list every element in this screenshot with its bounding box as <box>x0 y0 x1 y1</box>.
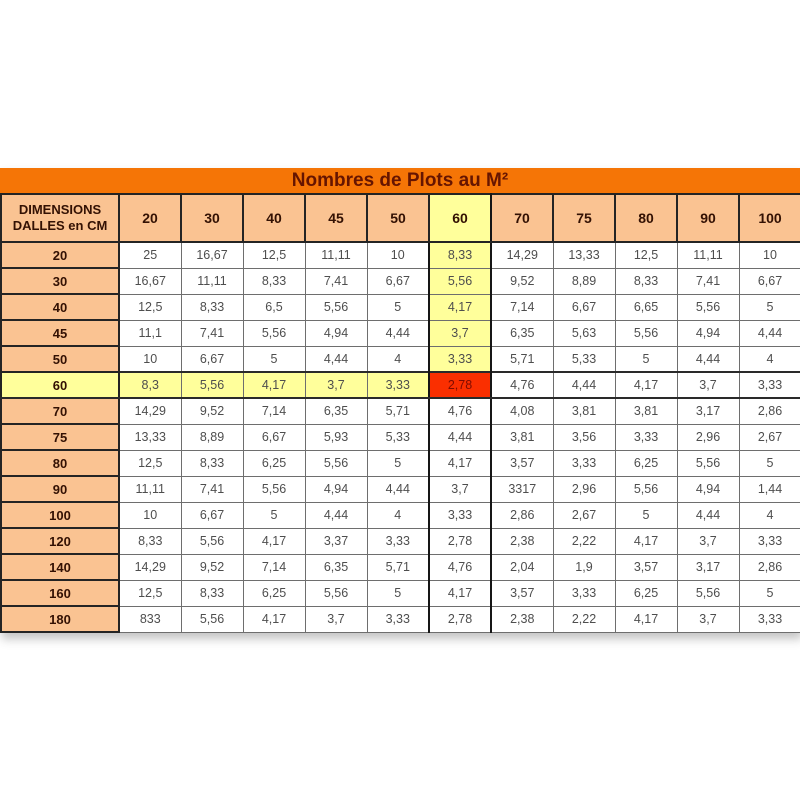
table-cell: 13,33 <box>553 242 615 268</box>
table-cell: 2,22 <box>553 528 615 554</box>
table-cell: 4 <box>739 502 800 528</box>
plots-table <box>0 193 800 633</box>
table-cell: 6,5 <box>243 294 305 320</box>
table-cell: 4,17 <box>615 606 677 632</box>
table-cell: 2,78 <box>429 528 491 554</box>
table-cell: 4,17 <box>615 372 677 398</box>
table-cell: 4,94 <box>305 476 367 502</box>
table-cell: 4,17 <box>243 372 305 398</box>
table-cell: 3,7 <box>429 476 491 502</box>
table-row <box>1 242 800 268</box>
table-cell: 3,33 <box>739 606 800 632</box>
row-header: 80 <box>1 450 119 476</box>
table-cell: 1,9 <box>553 554 615 580</box>
table-cell: 2,86 <box>491 502 553 528</box>
table-cell: 5,56 <box>429 268 491 294</box>
table-cell: 6,25 <box>243 580 305 606</box>
table-cell: 5,56 <box>305 580 367 606</box>
table-row <box>1 528 800 554</box>
table-cell: 5,56 <box>243 320 305 346</box>
table-cell: 2,96 <box>677 424 739 450</box>
table-cell: 11,1 <box>119 320 181 346</box>
table-cell: 9,52 <box>181 398 243 424</box>
table-row <box>1 502 800 528</box>
table-cell: 6,35 <box>491 320 553 346</box>
table-cell: 5 <box>243 502 305 528</box>
table-cell: 2,96 <box>553 476 615 502</box>
table-cell: 3,81 <box>553 398 615 424</box>
table-cell: 4,76 <box>429 554 491 580</box>
table-title: Nombres de Plots au M² <box>0 168 800 193</box>
table-cell: 3,33 <box>367 528 429 554</box>
table-cell: 2,67 <box>739 424 800 450</box>
row-header: 160 <box>1 580 119 606</box>
table-row <box>1 606 800 632</box>
table-row <box>1 554 800 580</box>
table-cell: 8,89 <box>181 424 243 450</box>
table-cell: 3,7 <box>677 528 739 554</box>
table-cell: 3,33 <box>615 424 677 450</box>
table-cell: 5,56 <box>181 606 243 632</box>
table-cell: 3,7 <box>429 320 491 346</box>
table-cell: 3,81 <box>615 398 677 424</box>
table-cell: 9,52 <box>491 268 553 294</box>
table-cell: 13,33 <box>119 424 181 450</box>
table-cell: 5 <box>367 294 429 320</box>
table-cell: 8,33 <box>181 450 243 476</box>
table-cell: 3,81 <box>491 424 553 450</box>
table-cell: 3,33 <box>429 346 491 372</box>
table-cell: 5,93 <box>305 424 367 450</box>
table-cell: 4,44 <box>553 372 615 398</box>
row-header: 180 <box>1 606 119 632</box>
table-cell: 5,56 <box>615 476 677 502</box>
table-cell: 1,44 <box>739 476 800 502</box>
table-cell: 3,33 <box>553 450 615 476</box>
column-header: 80 <box>615 194 677 242</box>
table-cell: 4,08 <box>491 398 553 424</box>
table-cell: 833 <box>119 606 181 632</box>
column-header: 75 <box>553 194 615 242</box>
table-cell: 11,11 <box>305 242 367 268</box>
table-cell: 4,17 <box>615 528 677 554</box>
table-cell: 3,37 <box>305 528 367 554</box>
table-cell: 5,56 <box>305 294 367 320</box>
table-cell: 5,71 <box>367 554 429 580</box>
table-cell: 5 <box>367 580 429 606</box>
table-cell: 4,94 <box>677 320 739 346</box>
table-cell: 5 <box>615 502 677 528</box>
table-cell: 3,56 <box>553 424 615 450</box>
table-cell: 5,56 <box>243 476 305 502</box>
table-cell: 4,76 <box>491 372 553 398</box>
table-cell: 4 <box>367 502 429 528</box>
table-cell: 5,71 <box>367 398 429 424</box>
column-header: 90 <box>677 194 739 242</box>
table-row <box>1 268 800 294</box>
table-cell: 8,3 <box>119 372 181 398</box>
table-cell: 10 <box>119 346 181 372</box>
table-cell: 6,67 <box>553 294 615 320</box>
table-cell: 3,33 <box>739 372 800 398</box>
table-cell: 4,44 <box>429 424 491 450</box>
table-row <box>1 294 800 320</box>
table-cell: 7,41 <box>181 320 243 346</box>
table-cell: 4 <box>739 346 800 372</box>
table-cell: 7,14 <box>243 398 305 424</box>
table-cell: 3,7 <box>677 372 739 398</box>
table-cell: 5 <box>367 450 429 476</box>
table-row <box>1 346 800 372</box>
table-cell: 4,17 <box>243 606 305 632</box>
row-header: 20 <box>1 242 119 268</box>
table-cell: 3,7 <box>677 606 739 632</box>
table-cell: 2,67 <box>553 502 615 528</box>
table-cell: 5 <box>739 450 800 476</box>
row-header: 45 <box>1 320 119 346</box>
column-header: 70 <box>491 194 553 242</box>
table-row <box>1 320 800 346</box>
table-cell: 5 <box>243 346 305 372</box>
table-cell: 6,67 <box>181 346 243 372</box>
table-cell: 5,56 <box>305 450 367 476</box>
table-cell: 6,25 <box>615 580 677 606</box>
table-cell: 25 <box>119 242 181 268</box>
table-cell: 4,17 <box>429 294 491 320</box>
table-cell: 8,33 <box>181 294 243 320</box>
table-cell: 5,56 <box>677 580 739 606</box>
table-cell: 3,33 <box>367 372 429 398</box>
table-cell: 6,25 <box>615 450 677 476</box>
table-cell: 11,11 <box>119 476 181 502</box>
column-header: 60 <box>429 194 491 242</box>
table-cell: 3,33 <box>553 580 615 606</box>
corner-header: DIMENSIONS DALLES en CM <box>1 194 119 242</box>
table-cell: 3317 <box>491 476 553 502</box>
table-row <box>1 450 800 476</box>
table-cell: 3,17 <box>677 398 739 424</box>
table-cell: 9,52 <box>181 554 243 580</box>
table-cell: 2,86 <box>739 398 800 424</box>
table-cell: 4,17 <box>429 580 491 606</box>
column-header: 20 <box>119 194 181 242</box>
table-cell: 5,56 <box>677 294 739 320</box>
table-cell: 5,33 <box>367 424 429 450</box>
table-cell: 7,41 <box>305 268 367 294</box>
header-row <box>1 194 800 242</box>
table-cell: 2,86 <box>739 554 800 580</box>
table-cell: 12,5 <box>119 580 181 606</box>
column-header: 40 <box>243 194 305 242</box>
table-cell: 6,67 <box>739 268 800 294</box>
table-cell: 10 <box>367 242 429 268</box>
table-cell: 5,71 <box>491 346 553 372</box>
table-cell: 4,44 <box>305 502 367 528</box>
column-header: 100 <box>739 194 800 242</box>
table-cell: 14,29 <box>491 242 553 268</box>
table-cell: 6,67 <box>243 424 305 450</box>
table-cell: 2,38 <box>491 606 553 632</box>
row-header: 70 <box>1 398 119 424</box>
table-row <box>1 476 800 502</box>
table-cell: 4,94 <box>305 320 367 346</box>
table-cell: 6,67 <box>181 502 243 528</box>
table-cell: 4,44 <box>677 502 739 528</box>
table-cell: 4,44 <box>367 320 429 346</box>
table-cell: 12,5 <box>119 450 181 476</box>
table-cell: 10 <box>739 242 800 268</box>
table-cell: 8,33 <box>181 580 243 606</box>
table-cell: 14,29 <box>119 554 181 580</box>
row-header: 140 <box>1 554 119 580</box>
table-cell: 2,78 <box>429 606 491 632</box>
table-cell: 2,22 <box>553 606 615 632</box>
column-header: 30 <box>181 194 243 242</box>
table-cell: 2,78 <box>429 372 491 398</box>
table-cell: 8,33 <box>615 268 677 294</box>
row-header: 30 <box>1 268 119 294</box>
table-cell: 8,89 <box>553 268 615 294</box>
table-cell: 14,29 <box>119 398 181 424</box>
table-cell: 12,5 <box>243 242 305 268</box>
table-cell: 5 <box>615 346 677 372</box>
table-cell: 5 <box>739 294 800 320</box>
row-header: 100 <box>1 502 119 528</box>
table-cell: 5,63 <box>553 320 615 346</box>
table-cell: 5,33 <box>553 346 615 372</box>
table-cell: 2,04 <box>491 554 553 580</box>
table-cell: 12,5 <box>615 242 677 268</box>
table-cell: 11,11 <box>677 242 739 268</box>
table-cell: 3,57 <box>491 580 553 606</box>
table-cell: 16,67 <box>181 242 243 268</box>
row-header: 75 <box>1 424 119 450</box>
table-cell: 3,33 <box>367 606 429 632</box>
table-cell: 4,44 <box>367 476 429 502</box>
table-cell: 3,7 <box>305 372 367 398</box>
table-row <box>1 372 800 398</box>
table-cell: 3,7 <box>305 606 367 632</box>
row-header: 50 <box>1 346 119 372</box>
table-row <box>1 424 800 450</box>
column-header: 45 <box>305 194 367 242</box>
table-cell: 12,5 <box>119 294 181 320</box>
table-cell: 7,41 <box>677 268 739 294</box>
table-cell: 4,17 <box>429 450 491 476</box>
table-cell: 2,38 <box>491 528 553 554</box>
table-cell: 16,67 <box>119 268 181 294</box>
table-cell: 10 <box>119 502 181 528</box>
table-cell: 11,11 <box>181 268 243 294</box>
table-cell: 5,56 <box>615 320 677 346</box>
table-cell: 3,57 <box>615 554 677 580</box>
table-cell: 6,35 <box>305 554 367 580</box>
plots-table-container <box>0 168 800 633</box>
row-header: 120 <box>1 528 119 554</box>
table-cell: 3,33 <box>739 528 800 554</box>
row-header: 40 <box>1 294 119 320</box>
table-cell: 4,44 <box>739 320 800 346</box>
table-cell: 7,41 <box>181 476 243 502</box>
table-cell: 3,57 <box>491 450 553 476</box>
table-cell: 8,33 <box>119 528 181 554</box>
table-cell: 6,35 <box>305 398 367 424</box>
table-cell: 4,94 <box>677 476 739 502</box>
table-cell: 7,14 <box>243 554 305 580</box>
table-row <box>1 398 800 424</box>
table-cell: 4,44 <box>677 346 739 372</box>
table-cell: 4,76 <box>429 398 491 424</box>
table-cell: 6,25 <box>243 450 305 476</box>
table-cell: 4,44 <box>305 346 367 372</box>
table-cell: 3,33 <box>429 502 491 528</box>
table-cell: 5,56 <box>677 450 739 476</box>
table-row <box>1 580 800 606</box>
row-header: 90 <box>1 476 119 502</box>
column-header: 50 <box>367 194 429 242</box>
table-cell: 3,17 <box>677 554 739 580</box>
table-cell: 5 <box>739 580 800 606</box>
table-cell: 4 <box>367 346 429 372</box>
row-header: 60 <box>1 372 119 398</box>
table-cell: 7,14 <box>491 294 553 320</box>
table-cell: 8,33 <box>243 268 305 294</box>
table-cell: 8,33 <box>429 242 491 268</box>
table-cell: 6,65 <box>615 294 677 320</box>
table-cell: 6,67 <box>367 268 429 294</box>
table-cell: 4,17 <box>243 528 305 554</box>
table-cell: 5,56 <box>181 528 243 554</box>
table-cell: 5,56 <box>181 372 243 398</box>
